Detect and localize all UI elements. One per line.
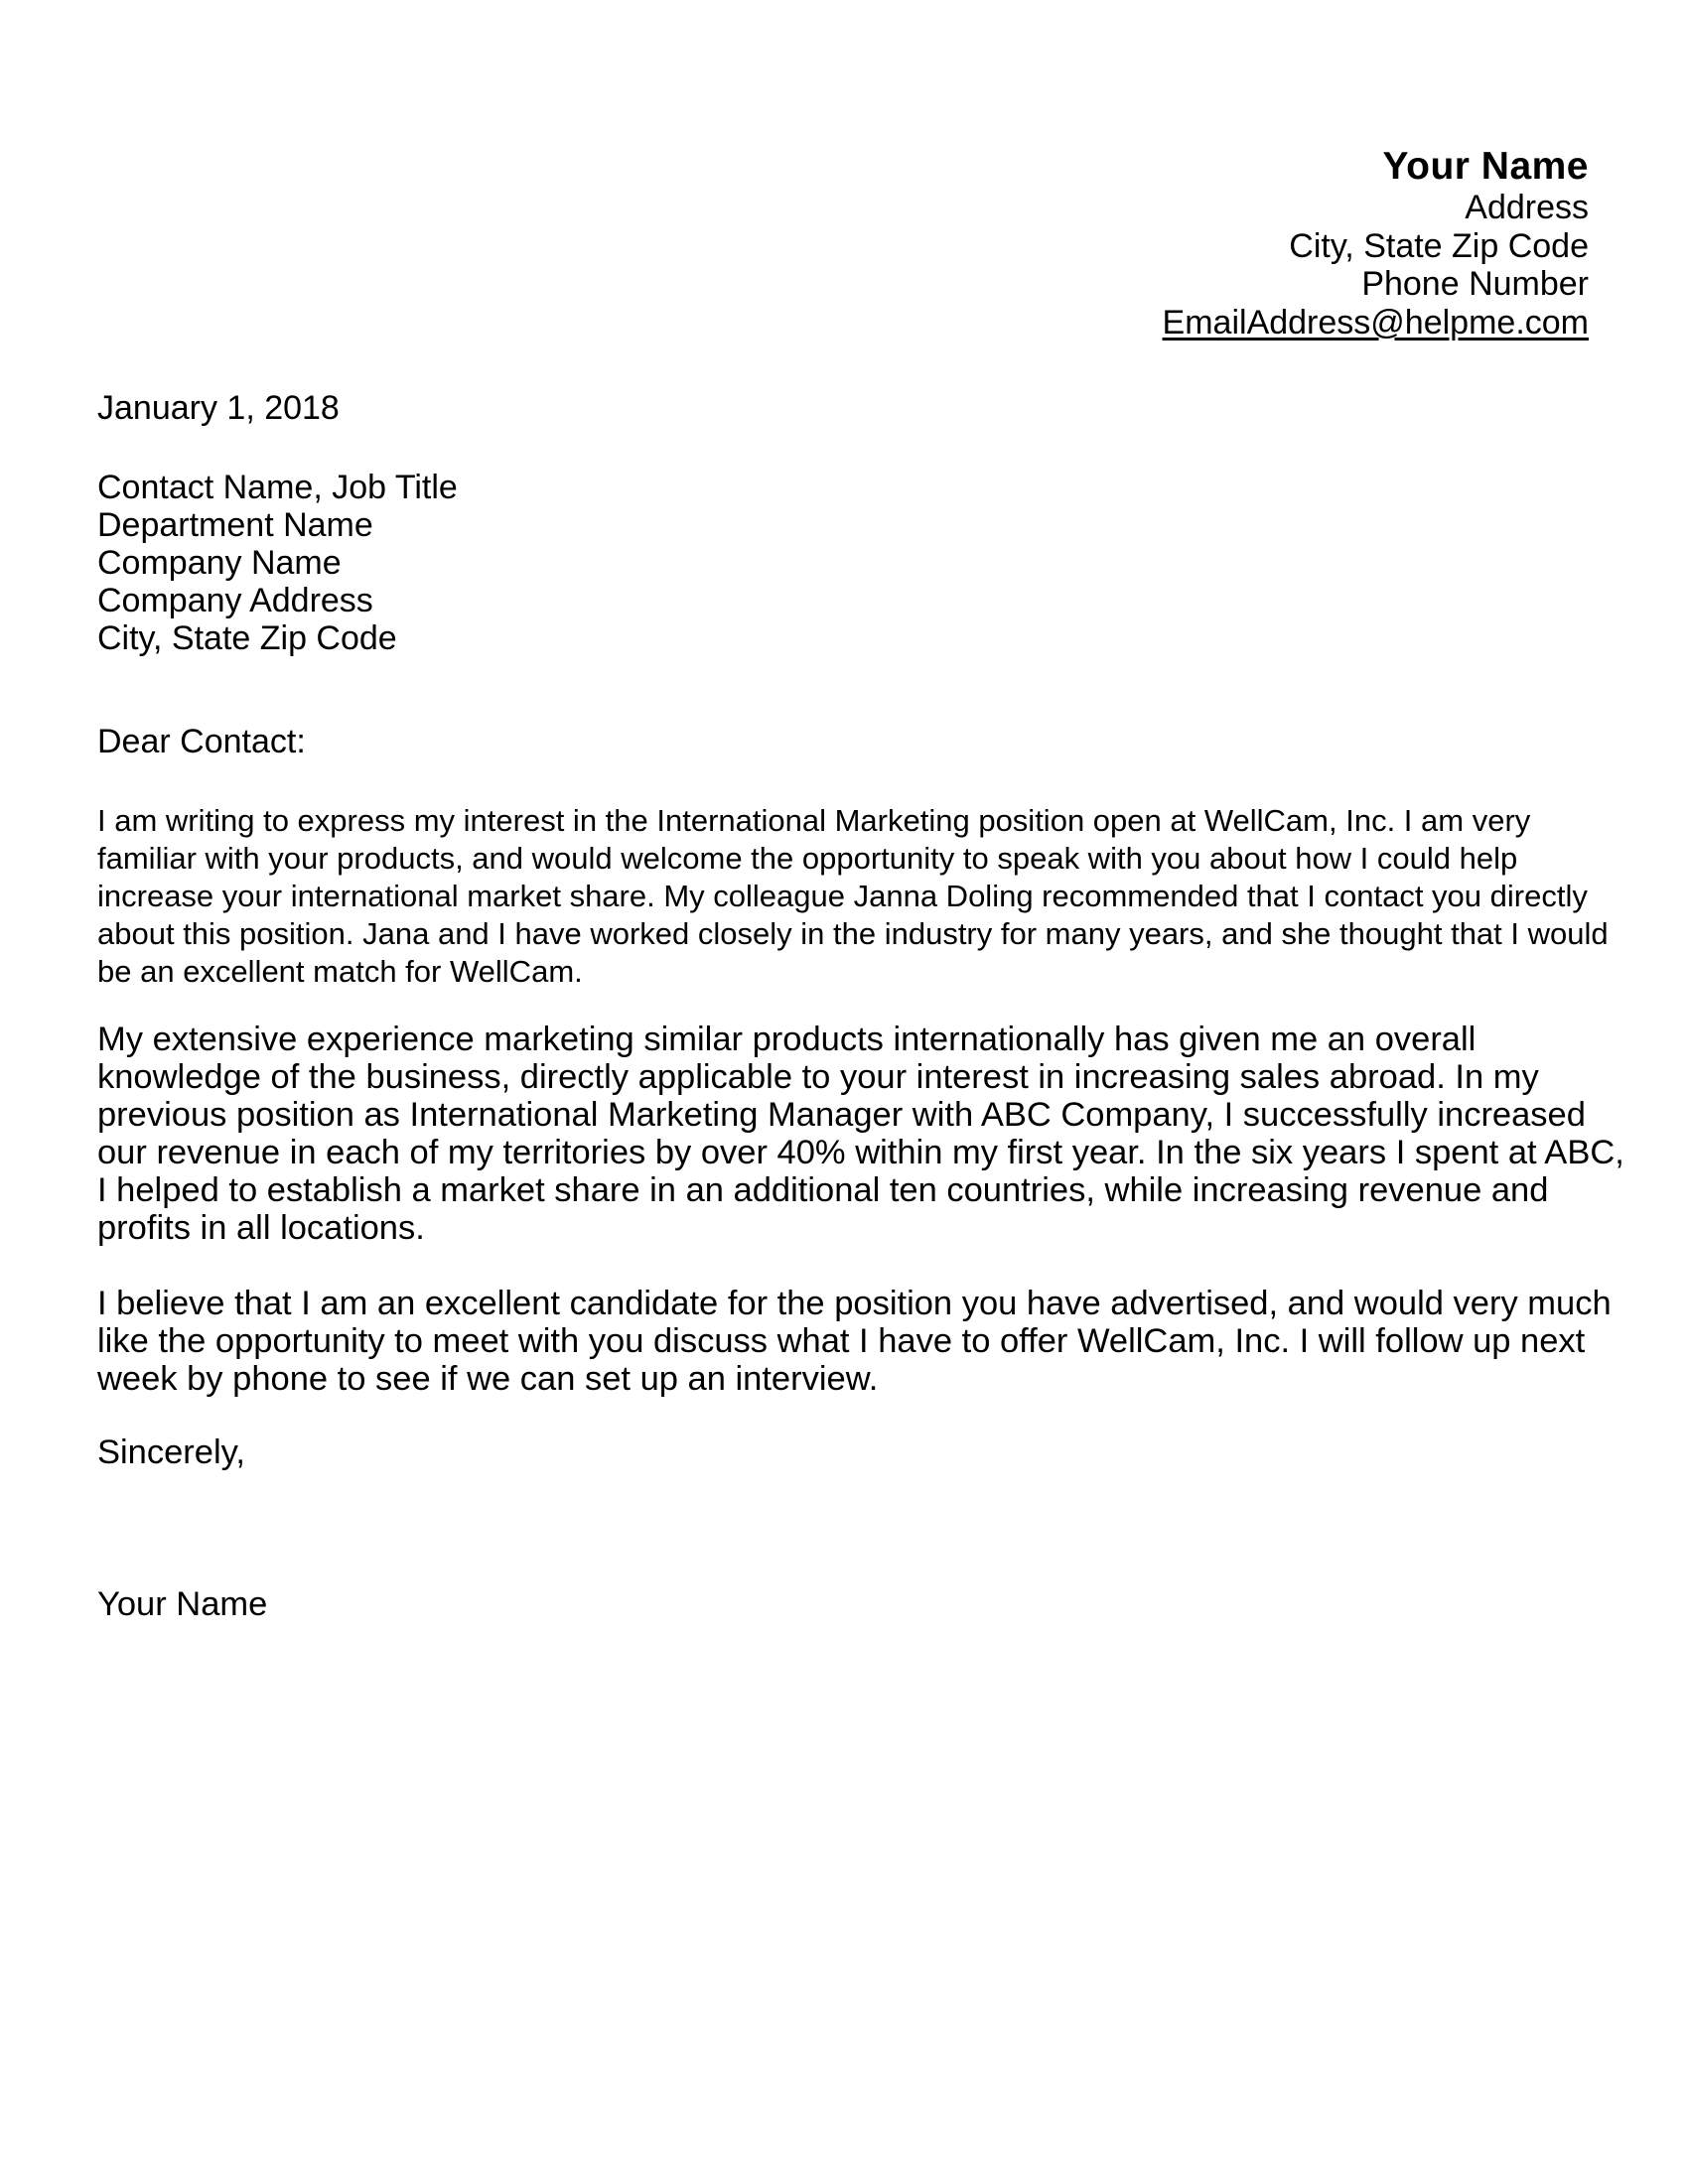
text-line: My extensive experience marketing similar products internationally has given me an overall bbox=[97, 1021, 1477, 1058]
text-line: be an excellent match for WellCam. bbox=[97, 954, 583, 989]
text-line: I helped to establish a market share in an additional ten countries, while increasing revenue and bbox=[97, 1171, 1549, 1209]
sender-name: Your Name bbox=[1382, 145, 1589, 188]
text-line: familiar with your products, and would welcome the opportunity to speak with you about how I could help bbox=[97, 841, 1518, 876]
signature-name: Your Name bbox=[97, 1585, 268, 1623]
text-line: about this position. Jana and I have worked closely in the industry for many years, and she thought that I would bbox=[97, 916, 1609, 951]
text-line: our revenue in each of my territories by over 40% within my first year. In the six years I spent at ABC, bbox=[97, 1134, 1624, 1171]
sender-city-state-zip: City, State Zip Code bbox=[1289, 226, 1589, 265]
body-paragraph-1 bbox=[97, 802, 1609, 991]
text-line: week by phone to see if we can set up an interview. bbox=[97, 1360, 879, 1398]
text-line: Department Name bbox=[97, 506, 373, 544]
body-paragraph-3 bbox=[97, 1285, 1612, 1398]
text-line: I believe that I am an excellent candidate for the position you have advertised, and would very much bbox=[97, 1285, 1612, 1322]
letter-date: January 1, 2018 bbox=[97, 389, 340, 427]
text-line: knowledge of the business, directly applicable to your interest in increasing sales abroad. In my bbox=[97, 1058, 1539, 1096]
text-line: Company Name bbox=[97, 544, 342, 582]
sender-email-line bbox=[97, 304, 1589, 342]
text-line: I am writing to express my interest in the International Marketing position open at WellCam, Inc. I am very bbox=[97, 803, 1531, 838]
text-line: City, State Zip Code bbox=[97, 619, 397, 657]
text-line: increase your international market share. My colleague Janna Doling recommended that I contact you directly bbox=[97, 879, 1588, 913]
text-line: previous position as International Marketing Manager with ABC Company, I successfully increased bbox=[97, 1096, 1586, 1134]
closing: Sincerely, bbox=[97, 1433, 245, 1471]
text-line: like the opportunity to meet with you discuss what I have to offer WellCam, Inc. I will follow up next bbox=[97, 1322, 1586, 1360]
text-line: Company Address bbox=[97, 582, 373, 619]
sender-address: Address bbox=[1465, 189, 1589, 226]
sender-phone: Phone Number bbox=[1361, 265, 1589, 303]
sender-email-link[interactable]: EmailAddress@helpme.com bbox=[1162, 303, 1589, 341]
body-paragraph-2 bbox=[97, 1021, 1624, 1247]
text-line: Contact Name, Job Title bbox=[97, 469, 458, 506]
sender-block bbox=[97, 145, 1589, 341]
text-line: profits in all locations. bbox=[97, 1209, 425, 1247]
salutation: Dear Contact: bbox=[97, 723, 306, 760]
recipient-block bbox=[97, 469, 1589, 657]
